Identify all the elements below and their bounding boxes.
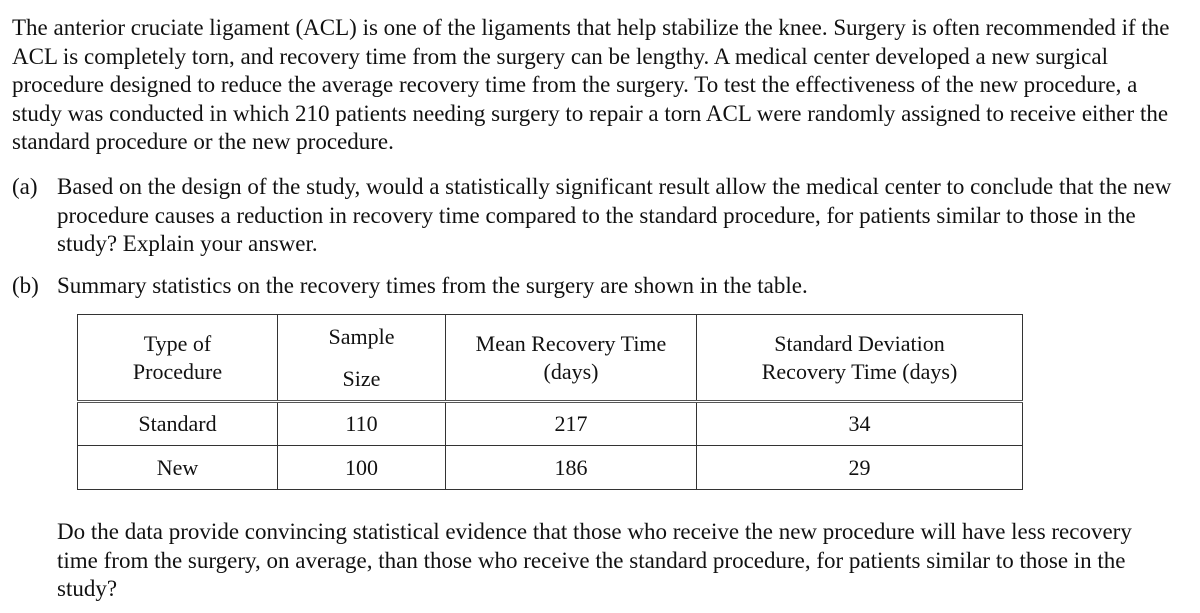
cell-sample-size: 110 — [278, 402, 446, 446]
header-sample-line2: Size — [342, 365, 381, 391]
table-row — [78, 402, 1023, 446]
cell-type: Standard — [78, 402, 278, 446]
cell-mean: 217 — [446, 402, 697, 446]
final-question: Do the data provide convincing statistical evidence that those who receive the new procedure will have less recovery time from the surgery, on average, than those who receive the standard procedure, for patients similar to those in the study? — [57, 519, 1132, 601]
part-b-marker: (b) — [12, 273, 39, 298]
part-a-marker: (a) — [12, 174, 38, 199]
part-a-text: Based on the design of the study, would a statistically significant result allow the medical center to conclude that the new procedure causes a reduction in recovery time compared to the standard procedure, for patients similar to those in the study? Explain your answer. — [57, 174, 1172, 256]
header-standard-deviation — [697, 315, 1023, 402]
summary-statistics-table-container — [77, 314, 1020, 489]
header-type-line1: Type of — [143, 330, 212, 356]
header-mean-recovery-time — [446, 315, 697, 402]
header-sd-line2: Recovery Time (days) — [761, 358, 958, 384]
header-mean-line2: (days) — [543, 358, 599, 384]
cell-sd: 29 — [697, 446, 1023, 490]
cell-mean: 186 — [446, 446, 697, 490]
cell-type: New — [78, 446, 278, 490]
part-b — [12, 272, 1188, 301]
table-header-row — [78, 315, 1023, 402]
intro-paragraph: The anterior cruciate ligament (ACL) is one of the ligaments that help stabilize the knee. Surgery is often recommended if the ACL is completely torn, and recovery time from the surgery can be lengthy. A medical center developed a new surgical procedure designed to reduce the average recovery time from the surgery. To test the effectiveness of the new procedure, a study was conducted in which 210 patients needing surgery to repair a torn ACL were randomly assigned to receive either the standard procedure or the new procedure. — [12, 15, 1170, 154]
part-b-text: Summary statistics on the recovery times from the surgery are shown in the table. — [57, 273, 808, 298]
header-type-line2: Procedure — [132, 358, 223, 384]
header-sample-size — [278, 315, 446, 402]
header-sample-line1: Sample — [328, 323, 395, 349]
part-a — [12, 173, 1188, 259]
header-mean-line1: Mean Recovery Time — [475, 330, 667, 356]
header-sd-line1: Standard Deviation — [774, 330, 945, 356]
summary-statistics-table — [77, 314, 1023, 490]
table-row — [78, 446, 1023, 490]
cell-sample-size: 100 — [278, 446, 446, 490]
cell-sd: 34 — [697, 402, 1023, 446]
header-type-of-procedure — [78, 315, 278, 402]
